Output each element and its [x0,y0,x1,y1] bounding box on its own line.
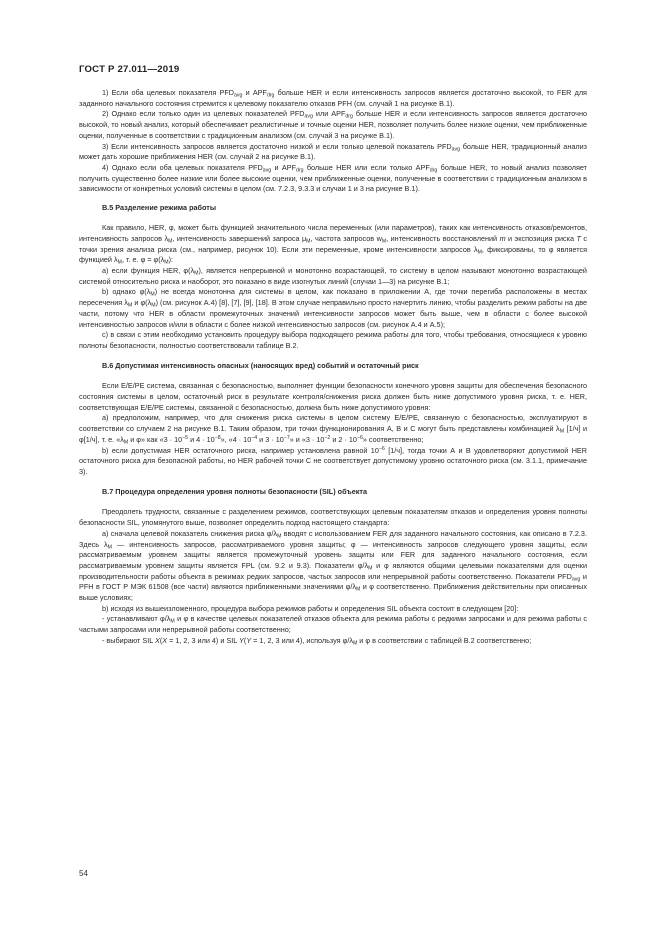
paragraph: 3) Если интенсивность запросов является достаточно низкой и если только целевой показатель $PFD_{avg}$ больше HER, традиционный анализ может дать хорошие приближения HER (см. случай 2 на рисунке В.1). [79,141,587,162]
paragraph: а) предположим, например, что для снижения риска системы в целом систему Е/Е/РЕ, связанную с безопасностью, эксплуатируют в соответствии со случаем 2 на рисунке В.1. Таким образом, три точки функционирования А, В и С могут быть представлены комбинацией $\lambda_M$ [1/ч] и φ[1/ч], т. е. «$\lambda_M$ и φ» как «$3 \cdot 10^{-5}$ и $4 \cdot 10^{-8}$», «$4 \cdot 10^{-4}$ и $3 \cdot 10^{-7}$» и «$3 \cdot 10^{-2}$ и $2 \cdot 10^{-6}$» соответственно; [79,413,587,446]
document-body [79,88,587,647]
paragraph: - устанавливают $\varphi/\lambda_M$ и φ в качестве целевых показателей отказов объекта для режима работы с редкими запросами и для режима работы с частыми запросами или непрерывной работы соответственно; [79,614,587,635]
page-number: 54 [79,869,88,878]
section-heading: В.5 Разделение режима работы [102,203,217,213]
paragraph: 2) Однако если только один из целевых показателей $PFD_{avg}$ или $APF_{drg}$ больше HER и если интенсивность запросов является достаточно высокой, то новый анализ, который обеспечивает реалистичные и точные оценки HER, позволяет получить более низкие оценки, чем приближенные оценки, полученные в соответствии с традиционным анализом (см. случай 3 на рисунке В.1). [79,109,587,140]
paragraph: Как правило, HER, φ, может быть функцией значительного числа переменных (или параметров), таких как интенсивность отказов/ремонтов, интенсивность запросов $\lambda_M$, интенсивность завершений запроса $\mu_M$, частота запросов $w_M$, интенсивность восстановлений m и экспозиция риска T с точки зрения анализа риска (см., например, рисунок 10). Если эти переменные, кроме интенсивности запросов $\lambda_M$, фиксированы, то φ является функцией $\lambda_M$, т. е. $\varphi = \varphi(\lambda_M)$: [79,223,588,266]
paragraph: Преодолеть трудности, связанные с разделением режимов, соответствующих целевым показателям отказов и определения уровня полноты безопасности SIL, упомянутого выше, позволяет определить подход настоящего стандарта: [79,507,587,528]
paragraph: c) в связи с этим необходимо установить процедуру выбора подходящего режима работы для того, чтобы требования, относящиеся к уровню полноты безопасности, полностью соответствовали таблице В.2. [79,330,587,350]
paragraph: a) если функция HER, $\varphi(\lambda_M)$, является непрерывной и монотонно возрастающей, то систему в целом называют монотонно возрастающей системой относительно риска и наоборот, это показано в виде изогнутых линий (случаи 1—3) на рисунке В.1; [79,266,587,286]
paragraph: b) однако $\varphi(\lambda_M)$ не всегда монотонна для системы в целом, как показано в приложении А, где точки перегиба расположены в местах пересечения $\lambda_M$ и $\varphi(\lambda_M)$ (см. рисунок А.4) [8], [7], [9], [18]. В этом случае неправильно просто начертить линию, чтобы разделить режим работы на две части, потому что HER в области промежуточных значений интенсивности запросов может быть выше, чем в области с более высокой интенсивностью запросов и/или в области с более низкой интенсивностью запросов (см. рисунок А.4 и А.5); [79,287,588,329]
paragraph: Если Е/Е/РЕ система, связанная с безопасностью, выполняет функции безопасности конечного уровня защиты для обеспечения безопасного состояния системы в целом, остаточный риск в результате контроля/снижения риска должен быть ниже допустимого уровня риска, т. е. HER, соответствующая Е/Е/РЕ системы, связанной с безопасностью, должна быть ниже допустимого уровня: [79,381,587,412]
paragraph: 4) Однако если оба целевых показателя $PFD_{avg}$ и $APF_{drg}$ больше HER или если только $APF_{drg}$ больше HER, то новый анализ позволяет получить существенно более низкие или более высокие оценки, чем приближенные оценки, полученные в соответствии с традиционным анализом в зависимости от конкретных условий системы в целом (см. 7.2.3, 9.3.3 и случаи 1 и 3 на рисунке В.1). [79,162,587,194]
standard-header: ГОСТ Р 27.011—2019 [79,64,180,75]
paragraph: b) если допустимая HER остаточного риска, например установлена равной $10^{-6}$ [1/ч], тогда точки А и В удовлетворяют допустимой HER остаточного риска для безопасной работы, но HER рабочей точки С не соответствует допустимому уровню остаточного риска (см. 3.1.1, примечание 3). [79,445,587,476]
section-heading: В.7 Процедура определения уровня полноты безопасности (SIL) объекта [102,487,368,497]
paragraph: b) исходя из вышеизложенного, процедура выбора режимов работы и определения SIL объекта состоит в следующем [20]: [102,603,519,613]
paragraph: а) сначала целевой показатель снижения риска $\varphi/\lambda_M$ вводят с использованием FER для заданного начального состояния, как описано в 7.2.3. Здесь $\lambda_M$ — интенсивность запросов, рассматриваемого уровня защиты; φ — интенсивность запросов следующего уровня защиты, если рассматриваемым уровнем защиты является промежуточный уровень защиты или FER для заданного начального состояния, если рассматриваемым уровнем защиты является FPL (см. 9.2 и 9.3). Показатели $\varphi/\lambda_M$ и φ являются общими целевыми показателями для оценки производительности работы объекта в режимах редких запросов, частых запросов или непрерывной работы соответственно. Показатели $PFD_{avg}$ и PFH в ГОСТ Р МЭК 61508 (все части) являются приближенными значениями $\varphi/\lambda_M$ и φ соответственно. Приближения действительны при описанных выше условиях; [79,528,587,603]
paragraph: 1) Если оба целевых показателя $PFD_{avg}$ и $APF_{drg}$ больше HER и если интенсивность запросов является достаточно высокой, то FER для заданного начального состояния стремится к целевому показателю отказов PFH (см. случай 1 на рисунке В.1). [79,88,587,108]
section-heading: В.6 Допустимая интенсивность опасных (наносящих вред) событий и остаточный риск [102,361,419,371]
paragraph: - выбирают SIL X(X = 1, 2, 3 или 4) и SIL Y(Y = 1, 2, 3 или 4), используя $\varphi/\lambda_M$ и φ в соответствии с таблицей В.2 соответственно; [102,635,532,647]
